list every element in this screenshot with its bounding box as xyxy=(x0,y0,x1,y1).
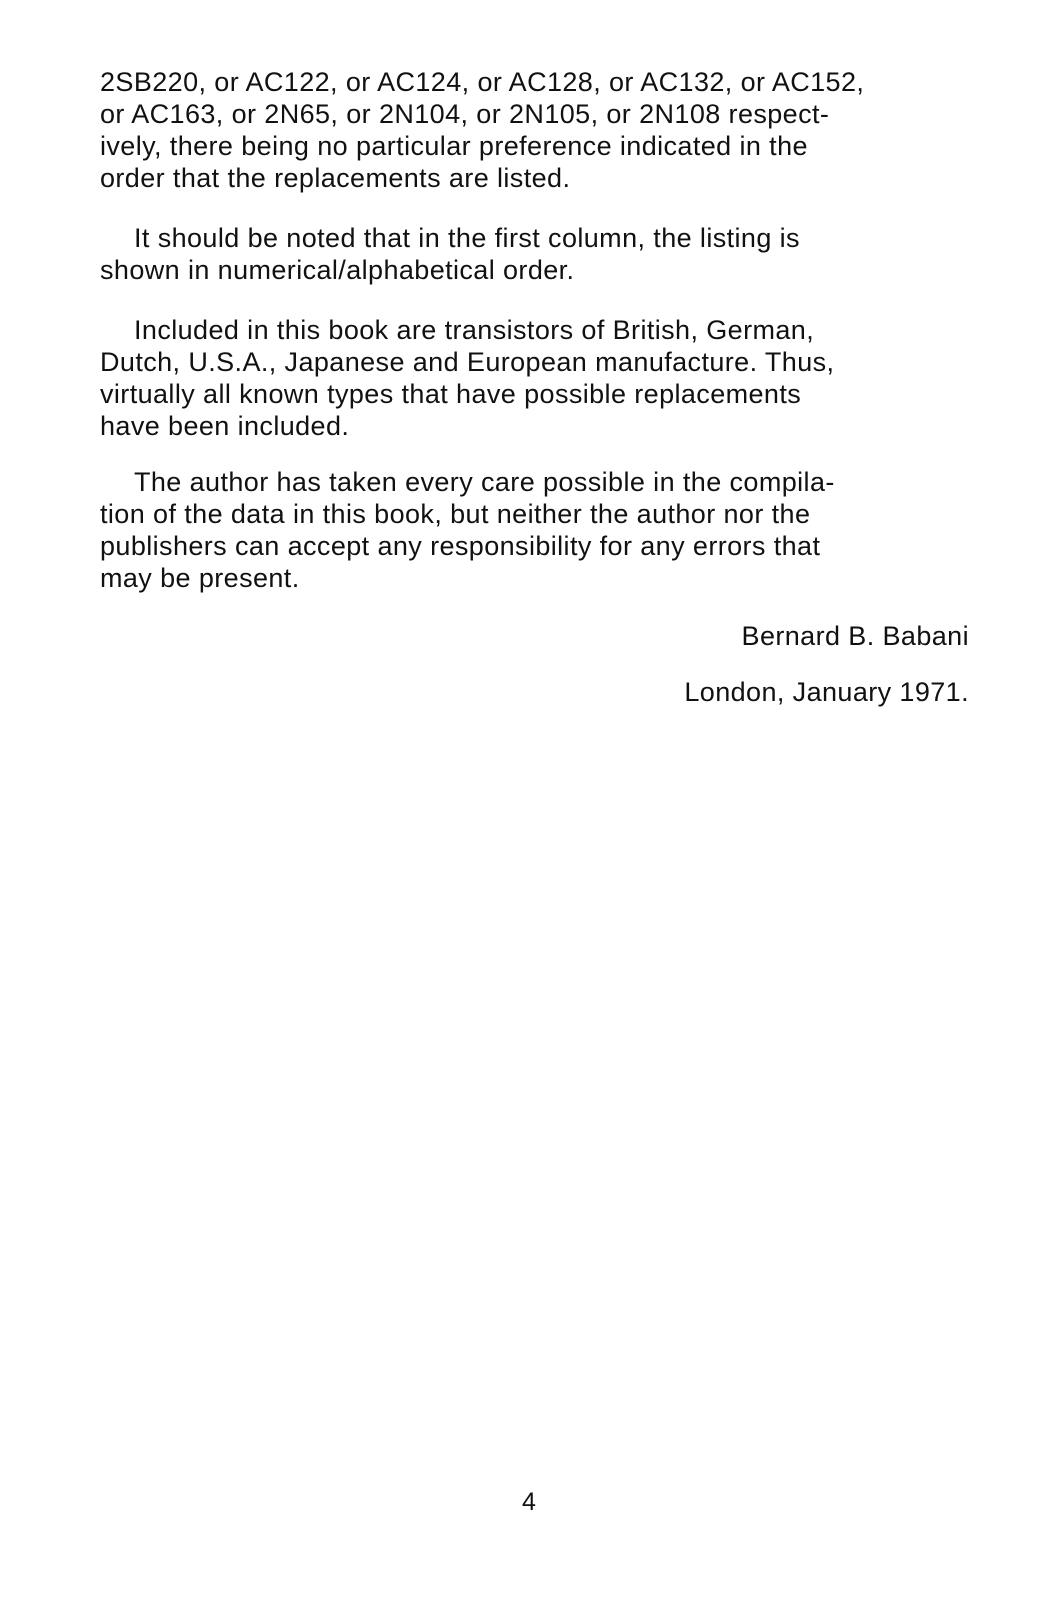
paragraph-text: 2SB220, or AC122, or AC124, or AC128, or AC132, or AC152, or AC163, or 2N65, or 2N104, or 2N105, or 2N108 respect- ively, there being no particular preference indicated in the order that the replacements are listed. xyxy=(100,67,865,193)
author-signature: Bernard B. Babani xyxy=(741,621,969,651)
paragraph-disclaimer xyxy=(100,466,976,594)
paragraph-text: Included in this book are transistors of British, German, Dutch, U.S.A., Japanese and European manufacture. Thus, virtually all known types that have possible replacements have been included. xyxy=(100,315,835,441)
place-date-line: London, January 1971. xyxy=(684,677,969,707)
paragraph-text: The author has taken every care possible in the compila- tion of the data in this book, but neither the author nor the publishers can accept any responsibility for any errors that may be present. xyxy=(100,467,835,593)
page-number: 4 xyxy=(522,1488,536,1516)
paragraph-listing-order xyxy=(100,222,976,286)
paragraph-replacements-list xyxy=(100,66,976,194)
paragraph-manufacture xyxy=(100,314,976,442)
paragraph-text: It should be noted that in the first column, the listing is shown in numerical/alphabetical order. xyxy=(100,223,800,285)
